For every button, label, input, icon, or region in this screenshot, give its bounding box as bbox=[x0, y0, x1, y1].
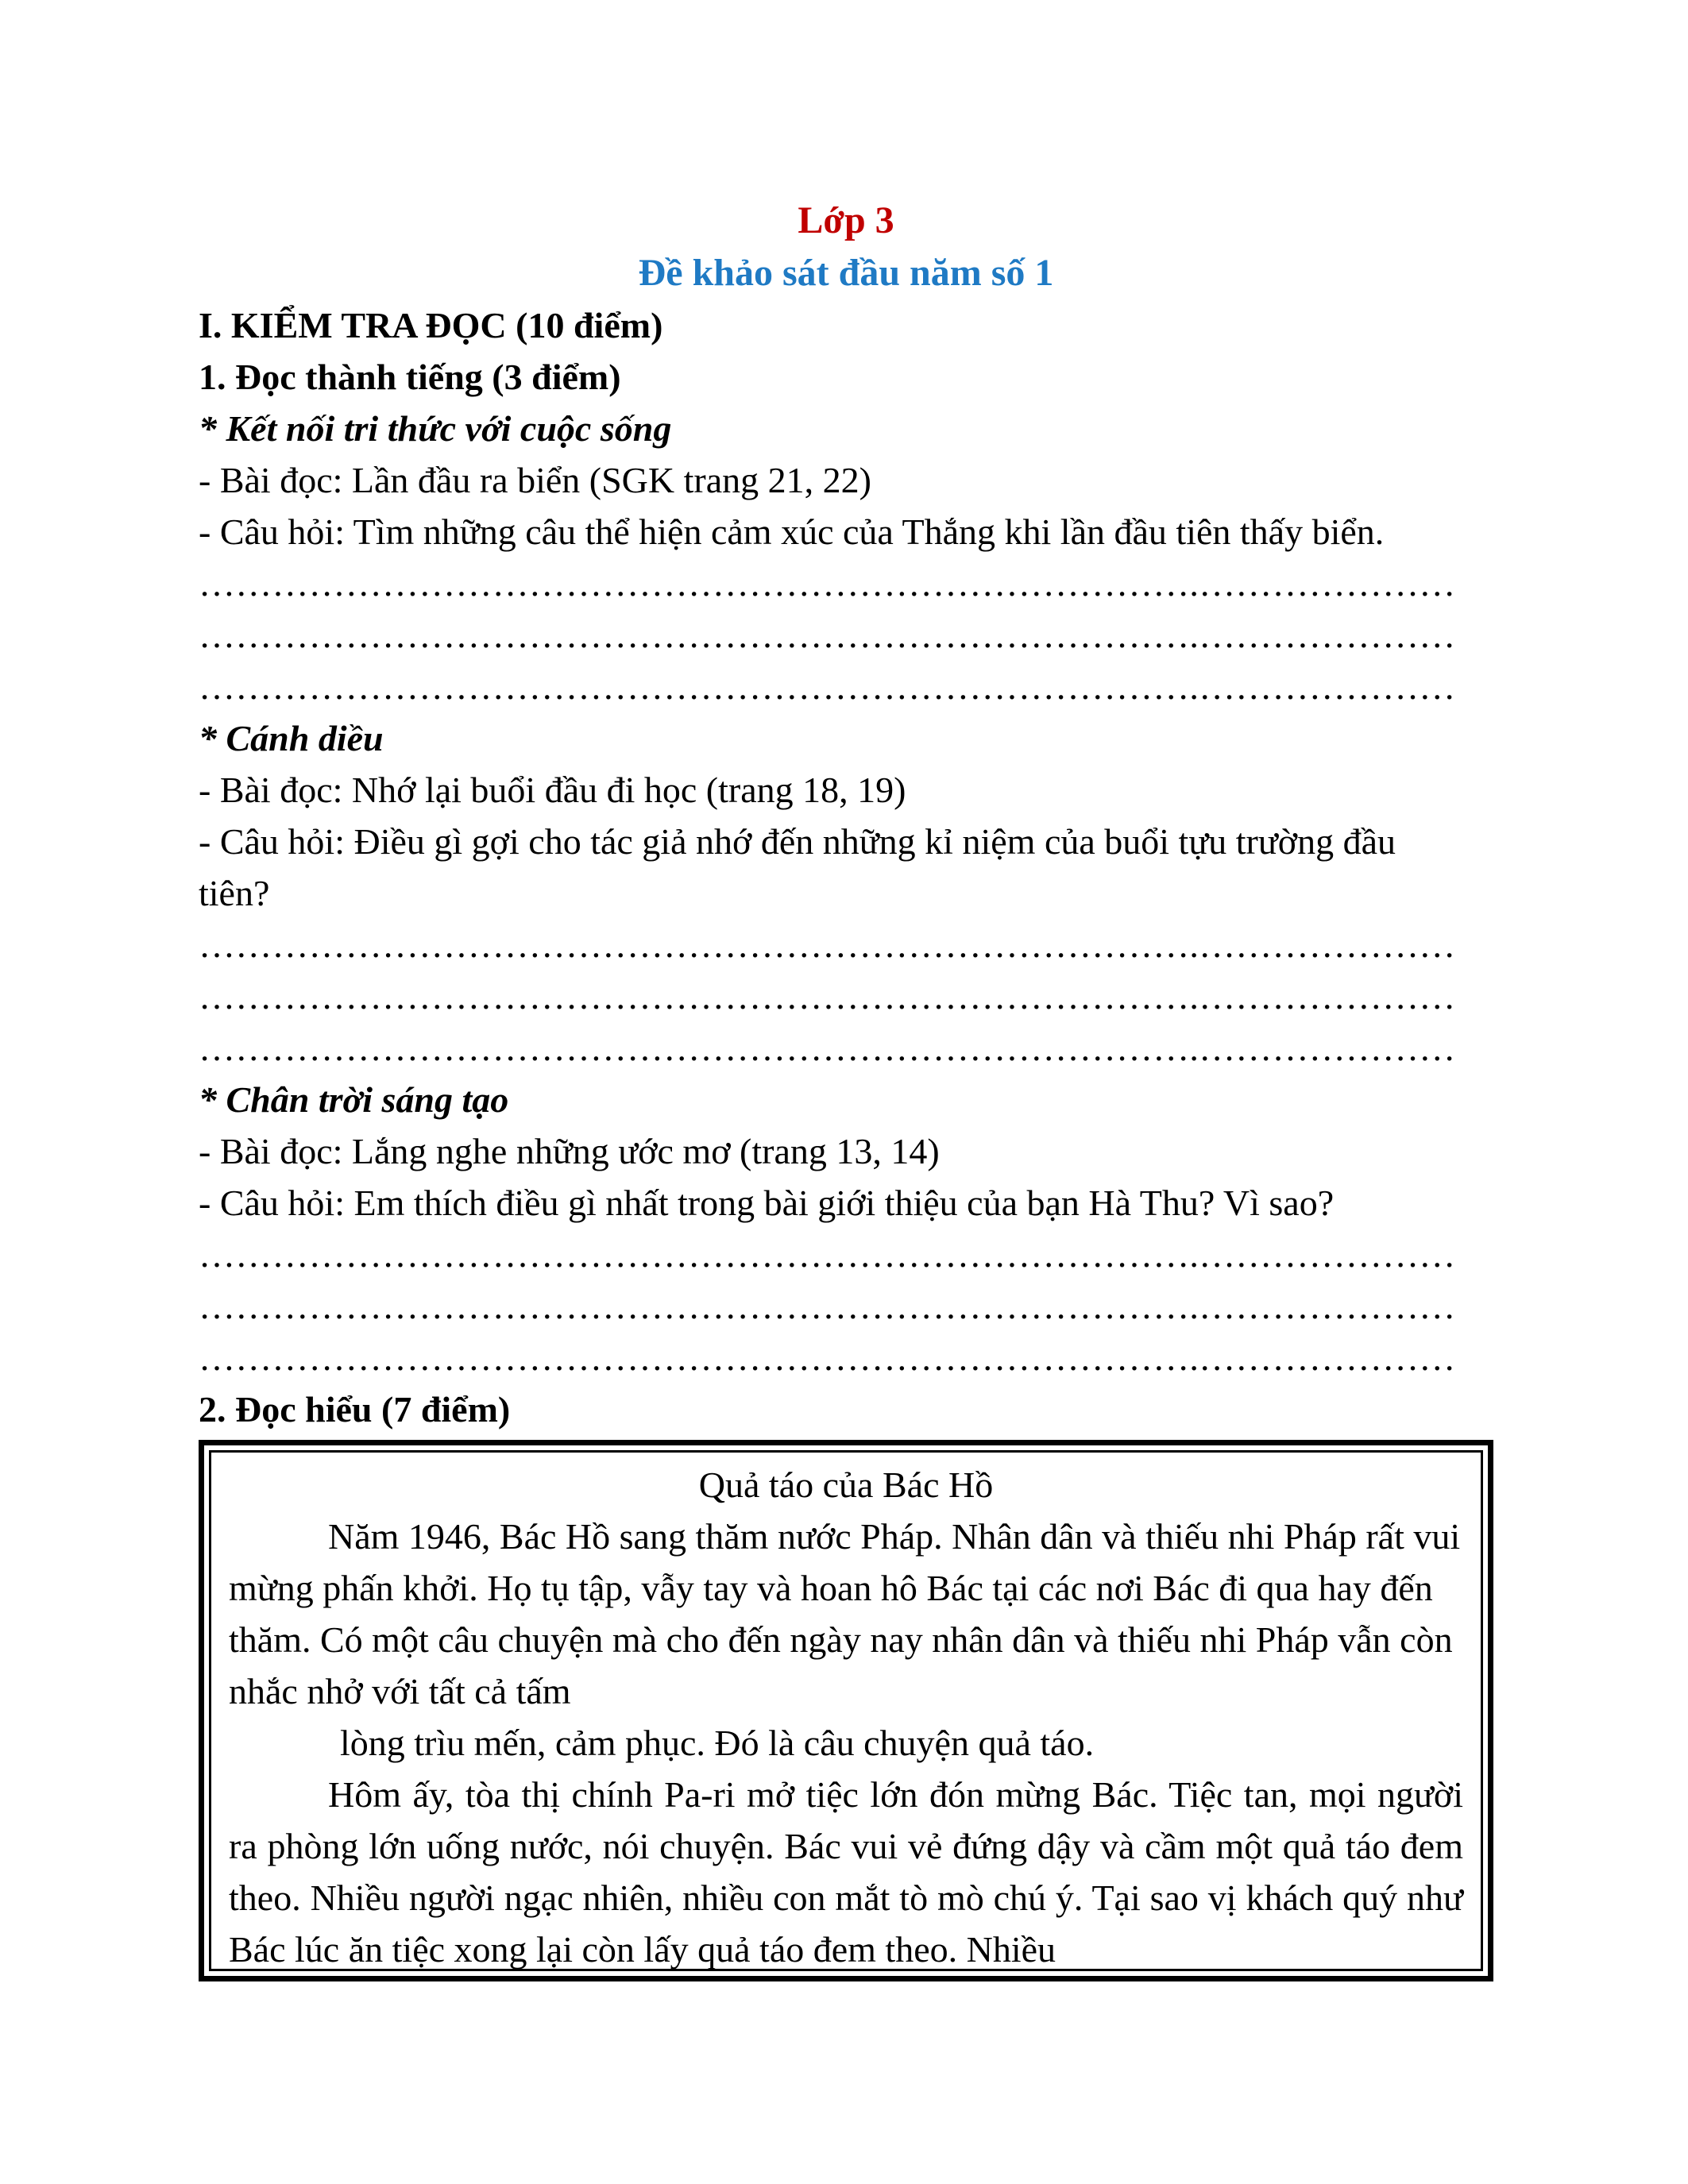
document-content bbox=[199, 195, 1493, 1981]
answer-dotted-line: ……………………………………………………………………….………………… bbox=[199, 1234, 1456, 1275]
answer-dotted-line: ……………………………………………………………………….………………… bbox=[199, 924, 1456, 965]
story-paragraph-continuation: lòng trìu mến, cảm phục. Đó là câu chuyện quả táo. bbox=[340, 1723, 1095, 1763]
grade-title: Lớp 3 bbox=[798, 199, 894, 241]
story-box-inner bbox=[209, 1450, 1483, 1971]
question-line: - Câu hỏi: Tìm những câu thể hiện cảm xúc của Thắng khi lần đầu tiên thấy biển. bbox=[199, 511, 1385, 552]
story-paragraph: Hôm ấy, tòa thị chính Pa-ri mở tiệc lớn đón mừng Bác. Tiệc tan, mọi người ra phòng lớn uống nước, nói chuyện. Bác vui vẻ đứng dậy và cầm một quả táo đem theo. Nhiều người ngạc nhiên, nhiều con mắt tò mò chú ý. Tại sao vị khách quý như Bác lúc ăn tiệc xong lại còn lấy quả táo đem theo. Nhiều bbox=[229, 1774, 1463, 1970]
answer-dotted-line: ……………………………………………………………………….………………… bbox=[199, 563, 1456, 604]
reading-line: - Bài đọc: Nhớ lại buổi đầu đi học (trang 18, 19) bbox=[199, 770, 906, 810]
story-title: Quả táo của Bác Hồ bbox=[698, 1464, 994, 1505]
answer-dotted-line: ……………………………………………………………………….………………… bbox=[199, 666, 1456, 707]
story-box bbox=[199, 1440, 1493, 1981]
section-heading: I. KIỂM TRA ĐỌC (10 điểm) bbox=[199, 305, 663, 345]
reading-line: - Bài đọc: Lắng nghe những ước mơ (trang 13, 14) bbox=[199, 1131, 940, 1171]
question-line: - Câu hỏi: Điều gì gợi cho tác giả nhớ đến những kỉ niệm của buổi tựu trường đầu bbox=[199, 821, 1396, 862]
story-paragraph: Năm 1946, Bác Hồ sang thăm nước Pháp. Nhân dân và thiếu nhi Pháp rất vui mừng phấn khởi. Họ tụ tập, vẫy tay và hoan hô Bác tại các nơi Bác đi qua hay đến thăm. Có một câu chuyện mà cho đến ngày nay nhân dân và thiếu nhi Pháp vẫn còn nhắc nhở với tất cả tấm bbox=[229, 1516, 1461, 1711]
exam-title: Đề khảo sát đầu năm số 1 bbox=[638, 252, 1054, 294]
answer-dotted-line: ……………………………………………………………………….………………… bbox=[199, 1337, 1456, 1378]
answer-dotted-line: ……………………………………………………………………….………………… bbox=[199, 1028, 1456, 1068]
answer-dotted-line: ……………………………………………………………………….………………… bbox=[199, 615, 1456, 655]
series-heading: * Cánh diều bbox=[199, 718, 384, 758]
reading-line: - Bài đọc: Lần đầu ra biển (SGK trang 21, 22) bbox=[199, 460, 871, 500]
answer-dotted-line: ……………………………………………………………………….………………… bbox=[199, 976, 1456, 1017]
answer-dotted-line: ……………………………………………………………………….………………… bbox=[199, 1286, 1456, 1326]
question-continuation: tiên? bbox=[199, 873, 270, 913]
series-heading: * Chân trời sáng tạo bbox=[199, 1079, 509, 1120]
part1-heading: 1. Đọc thành tiếng (3 điểm) bbox=[199, 357, 621, 397]
part2-heading: 2. Đọc hiểu (7 điểm) bbox=[199, 1389, 511, 1430]
series-heading: * Kết nối tri thức với cuộc sống bbox=[199, 408, 672, 449]
question-line: - Câu hỏi: Em thích điều gì nhất trong bài giới thiệu của bạn Hà Thu? Vì sao? bbox=[199, 1183, 1335, 1223]
